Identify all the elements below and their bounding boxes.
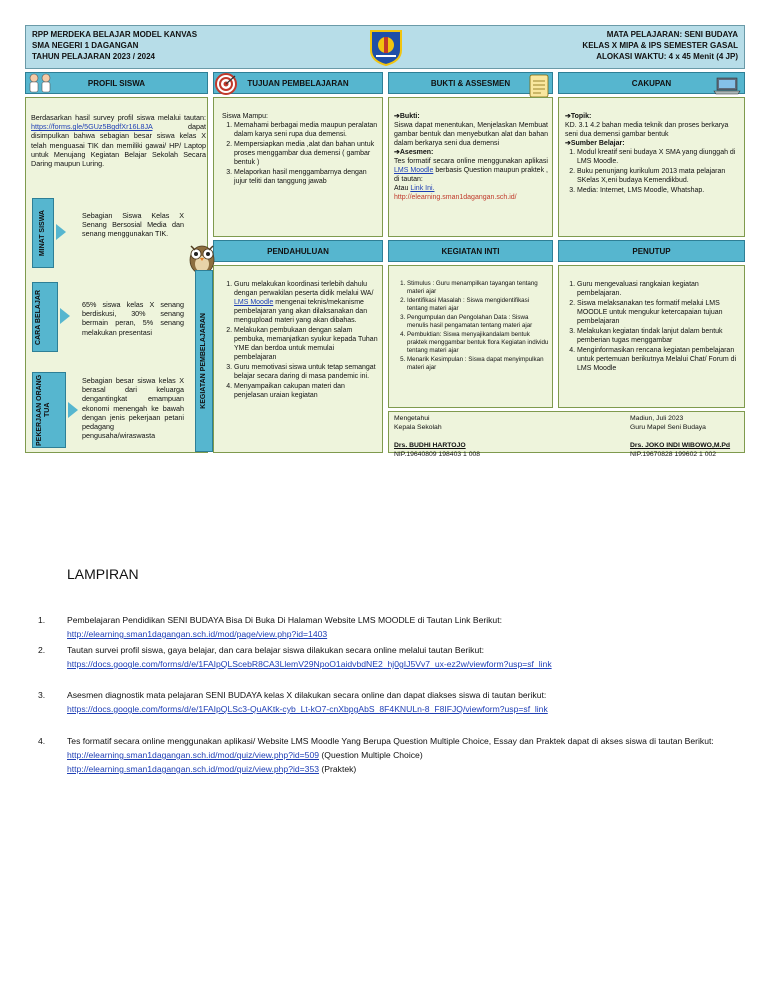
lms-moodle-link[interactable]: LMS Moodle bbox=[394, 167, 434, 174]
list-item: 3. Guru memotivasi siswa untuk tetap semangat belajar secara daring di masa pandemic ini. bbox=[234, 363, 378, 381]
lampiran-title: LAMPIRAN bbox=[67, 566, 139, 582]
header-school: SMA NEGERI 1 DAGANGAN bbox=[32, 41, 139, 50]
inti-list bbox=[395, 280, 549, 372]
list-item: 3. Media: Internet, LMS Moodle, Whatshap. bbox=[577, 186, 740, 195]
lms-moodle-link-2[interactable]: LMS Moodle bbox=[234, 299, 274, 306]
profil-intro: Berdasarkan hasil survey profil siswa melalui tautan: https://forms.gle/5GUz5BgdfXr16L8JA dapat disimpulkan bahwa sebagian besar siswa kelas X telah menguasai TIK dan memiliki gawai/ HP/ Laptop untuk Menujang Kegiatan Belajar Sekolah Secara Daring maupun Luring. bbox=[31, 113, 206, 169]
bukti-panel bbox=[388, 97, 553, 237]
minat-arrow bbox=[56, 224, 66, 240]
sumber-list bbox=[565, 148, 740, 195]
list-item: 3. Melakukan kegiatan tindak lanjut dalam bentuk pemberian tugas menggambar bbox=[577, 327, 740, 345]
kerja-text: Sebagian besar siswa kelas X berasal dari keluarga dengantingkat emampuan ekonomi menengah ke bawah dengan jenis pekerjaan petani pedagang pengusaha/wiraswasta bbox=[82, 376, 184, 441]
section-tujuan-header: TUJUAN PEMBELAJARAN bbox=[213, 72, 383, 94]
pendahuluan-panel bbox=[213, 265, 383, 453]
section-bukti-header: BUKTI & ASSESMEN bbox=[388, 72, 553, 94]
bukti-label: ➔Bukti: bbox=[394, 113, 420, 120]
list-item: 2. Siswa melaksanakan tes formatif melalui LMS MOODLE untuk mengukur ketercapaian tujuan pembelajaran bbox=[577, 299, 740, 326]
header-time: ALOKASI WAKTU: 4 x 45 Menit (4 JP) bbox=[596, 52, 738, 61]
asesmen-text: Tes formatif secara online menggunakan aplikasi LMS Moodle berbasis Question maupun praktek , di tautan: bbox=[394, 158, 549, 183]
link-ini[interactable]: Link Ini. bbox=[410, 185, 435, 192]
teacher-nip: NIP.19670828 199602 1 002 bbox=[630, 451, 717, 458]
lampiran-item-2: 2. Tautan survei profil siswa, gaya belajar, dan cara belajar siswa dilakukan secara online melalui tautan Berikut: https://docs.google.com/forms/d/e/1FAIpQLScebR8CA3LlemV29NpoO1aidvbdNE2_hj0gIJ5Vv7_ux-ez2w/viewform?usp=sf_link bbox=[0, 643, 768, 673]
penutup-panel bbox=[558, 265, 745, 408]
list-item: 1. Modul kreatif seni budaya X SMA yang diunggah di LMS Moodle. bbox=[577, 148, 740, 166]
list-item: 1. Guru mengevaluasi rangkaian kegiatan pembelajaran. bbox=[577, 280, 740, 298]
checklist-icon bbox=[528, 72, 550, 98]
list-item: 3. Pengumpulan dan Pengolahan Data : Siswa menulis hasil pengamatan tentang materi ajar bbox=[407, 314, 549, 330]
cara-tab: CARA BELAJAR bbox=[32, 282, 58, 352]
list-item: 1. Stimulus : Guru menampilkan tayangan tentang materi ajar bbox=[407, 280, 549, 296]
students-icon bbox=[27, 73, 53, 93]
kegiatan-pembelajaran-tab: KEGIATAN PEMBELAJARAN bbox=[195, 270, 213, 452]
header-right bbox=[480, 29, 738, 62]
signature-left: Mengetahui Kepala Sekolah Drs. BUDHI HARTOJO NIP.19640809 198403 1 008 bbox=[394, 414, 564, 459]
atau-line: Atau Link Ini. bbox=[394, 185, 435, 192]
section-pendahuluan-header: PENDAHULUAN bbox=[213, 240, 383, 262]
teacher-name: Drs. JOKO INDI WIBOWO,M.Pd bbox=[630, 442, 731, 449]
laptop-icon bbox=[712, 76, 742, 96]
header-year: TAHUN PELAJARAN 2023 / 2024 bbox=[32, 52, 156, 61]
survey-link[interactable]: https://forms.gle/5GUz5BgdfXr16L8JA bbox=[31, 122, 153, 132]
lampiran-link-4a[interactable]: http://elearning.sman1dagangan.sch.id/mod/quiz/view.php?id=509 bbox=[67, 750, 320, 760]
section-profil-header: PROFIL SISWA bbox=[25, 72, 208, 94]
list-item: 4. Menyampaikan cakupan materi dan penjelasan uraian kegiatan bbox=[234, 382, 378, 400]
section-cakupan-header: CAKUPAN bbox=[558, 72, 745, 94]
kerja-tab: PEKERJAAN ORANG TUA bbox=[32, 372, 66, 448]
kerja-arrow bbox=[68, 402, 78, 418]
cakupan-panel bbox=[558, 97, 745, 237]
principal-name: Drs. BUDHI HARTOJO bbox=[394, 442, 466, 449]
list-item: 4. Menginformasikan rencana kegiatan pembelajaran untuk pertemuan berikutnya Melalui Chat/ Forum di LMS Moodle bbox=[577, 346, 740, 373]
inti-panel bbox=[388, 265, 553, 408]
lampiran-item-1: 1. Pembelajaran Pendidikan SENI BUDAYA Bisa Di Buka Di Halaman Website LMS MOODLE di Tautan Link Berikut: http://elearning.sman1dagangan.sch.id/mod/page/view.php?id=1403 bbox=[0, 613, 768, 643]
lampiran-item-4: 4. Tes formatif secara online menggunakan aplikasi/ Website LMS Moodle Yang Berupa Question Multiple Choice, Essay dan Praktek dapat di akses siswa di tautan Berikut: http://elearning.sman1dagangan.sch.id/mod/quiz/view.php?id=509 (Question Multiple Choice) http://elearning.sman1dagangan.sch.id/mod/quiz/view.php?id=353 (Praktek) bbox=[38, 736, 714, 774]
header-subject: MATA PELAJARAN: SENI BUDAYA bbox=[606, 30, 738, 39]
minat-tab: MINAT SISWA bbox=[32, 198, 54, 268]
sumber-label: ➔Sumber Belajar: bbox=[565, 140, 625, 147]
minat-text: Sebagian Siswa Kelas X Senang Bersosial Media dan senang menggunakan TIK. bbox=[82, 211, 184, 239]
list-item: 2. Buku penunjang kurikulum 2013 mata pelajaran SKelas X,eni budaya Kemendikbud. bbox=[577, 167, 740, 185]
cara-arrow bbox=[60, 308, 70, 324]
lampiran-link-1[interactable]: http://elearning.sman1dagangan.sch.id/mod/page/view.php?id=1403 bbox=[67, 629, 328, 639]
lampiran-item-3: 3. Asesmen diagnostik mata pelajaran SENI BUDAYA kelas X dilakukan secara online dan dapat diakses siswa di tautan berikut: https://docs.google.com/forms/d/e/1FAIpQLSc3-QuAKtk-cyb_Lt-kO7-cnXbpgAbS_8F4KNULn-8_F8IFJQ/viewform?usp=sf_link bbox=[0, 688, 768, 718]
bukti-text: Siswa dapat menentukan, Menjelaskan Membuat gambar bentuk dan menyebutkan alat dan bahan dalam berkarya seni dua demensi bbox=[394, 122, 548, 147]
principal-nip: NIP.19640809 198403 1 008 bbox=[394, 451, 481, 458]
lampiran-link-2[interactable]: https://docs.google.com/forms/d/e/1FAIpQLScebR8CA3LlemV29NpoO1aidvbdNE2_hj0gIJ5Vv7_ux-ez2w/viewform?usp=sf_link bbox=[67, 659, 552, 669]
header-left bbox=[32, 29, 292, 62]
list-item: 3. Melaporkan hasil menggambarnya dengan jujur teliti dan tanggung jawab bbox=[234, 168, 378, 186]
list-item: 1. Memahami berbagai media maupun peralatan dalam karya seni rupa dua demensi. bbox=[234, 121, 378, 139]
list-item: 2. Melakukan pembukaan dengan salam pembuka, memanjatkan syukur kepada Tuhan YME dan berdoa untuk memulai pembelajaran bbox=[234, 326, 378, 362]
topik-label: ➔Topik: bbox=[565, 113, 592, 120]
penutup-list bbox=[565, 280, 740, 373]
signature-right: Madiun, Juli 2023 Guru Mapel Seni Budaya Drs. JOKO INDI WIBOWO,M.Pd NIP.19670828 199602 1 002 bbox=[630, 414, 745, 459]
elearning-url[interactable]: http://elearning.sman1dagangan.sch.id/ bbox=[394, 194, 517, 201]
lampiran-link-4b[interactable]: http://elearning.sman1dagangan.sch.id/mod/quiz/view.php?id=353 bbox=[67, 764, 320, 774]
topik-text: KD. 3.1 4.2 bahan media teknik dan proses berkarya seni dua demensi gambar bentuk bbox=[565, 122, 729, 138]
list-item: 2. Identifikasi Masalah : Siswa mengidentifikasi tentang materi ajar bbox=[407, 297, 549, 313]
lampiran-link-3[interactable]: https://docs.google.com/forms/d/e/1FAIpQLSc3-QuAKtk-cyb_Lt-kO7-cnXbpgAbS_8F4KNULn-8_F8IFJQ/viewform?usp=sf_link bbox=[67, 704, 548, 714]
school-logo bbox=[368, 28, 404, 66]
header-title: RPP MERDEKA BELAJAR MODEL KANVAS bbox=[32, 30, 198, 39]
list-item: 1. Guru melakukan koordinasi terlebih dahulu dengan perwakilan peserta didik melalui WA/ LMS Moodle mengenai teknis/mekanisme pembelajaran yang akan dilaksanakan dan mengupload materi yang akan dibahas. bbox=[234, 280, 378, 325]
list-item: 5. Menarik Kesimpulan : Siswa dapat menyimpulkan materi ajar bbox=[407, 356, 549, 372]
tujuan-panel bbox=[213, 97, 383, 237]
cara-text: 65% siswa kelas X senang berdiskusi, 30% senang bermain peran, 5% senang melakukan presentasi bbox=[82, 300, 184, 337]
section-inti-header: KEGIATAN INTI bbox=[388, 240, 553, 262]
header-class: KELAS X MIPA & IPS SEMESTER GASAL bbox=[582, 41, 738, 50]
list-item: 2. Mempersiapkan media ,alat dan bahan untuk proses menggambar dua demensi ( gambar bentuk ) bbox=[234, 140, 378, 167]
pendahuluan-list bbox=[222, 280, 378, 400]
asesmen-label: ➔Asesmen: bbox=[394, 149, 434, 156]
target-icon bbox=[215, 73, 237, 95]
section-penutup-header: PENUTUP bbox=[558, 240, 745, 262]
list-item: 4. Pembuktian: Siswa menyajikandalam bentuk praktek menggambar bentuk flora Kegiatan individu tentang materi ajar bbox=[407, 331, 549, 355]
tujuan-list bbox=[222, 121, 378, 186]
tujuan-lead: Siswa Mampu: bbox=[222, 113, 268, 120]
